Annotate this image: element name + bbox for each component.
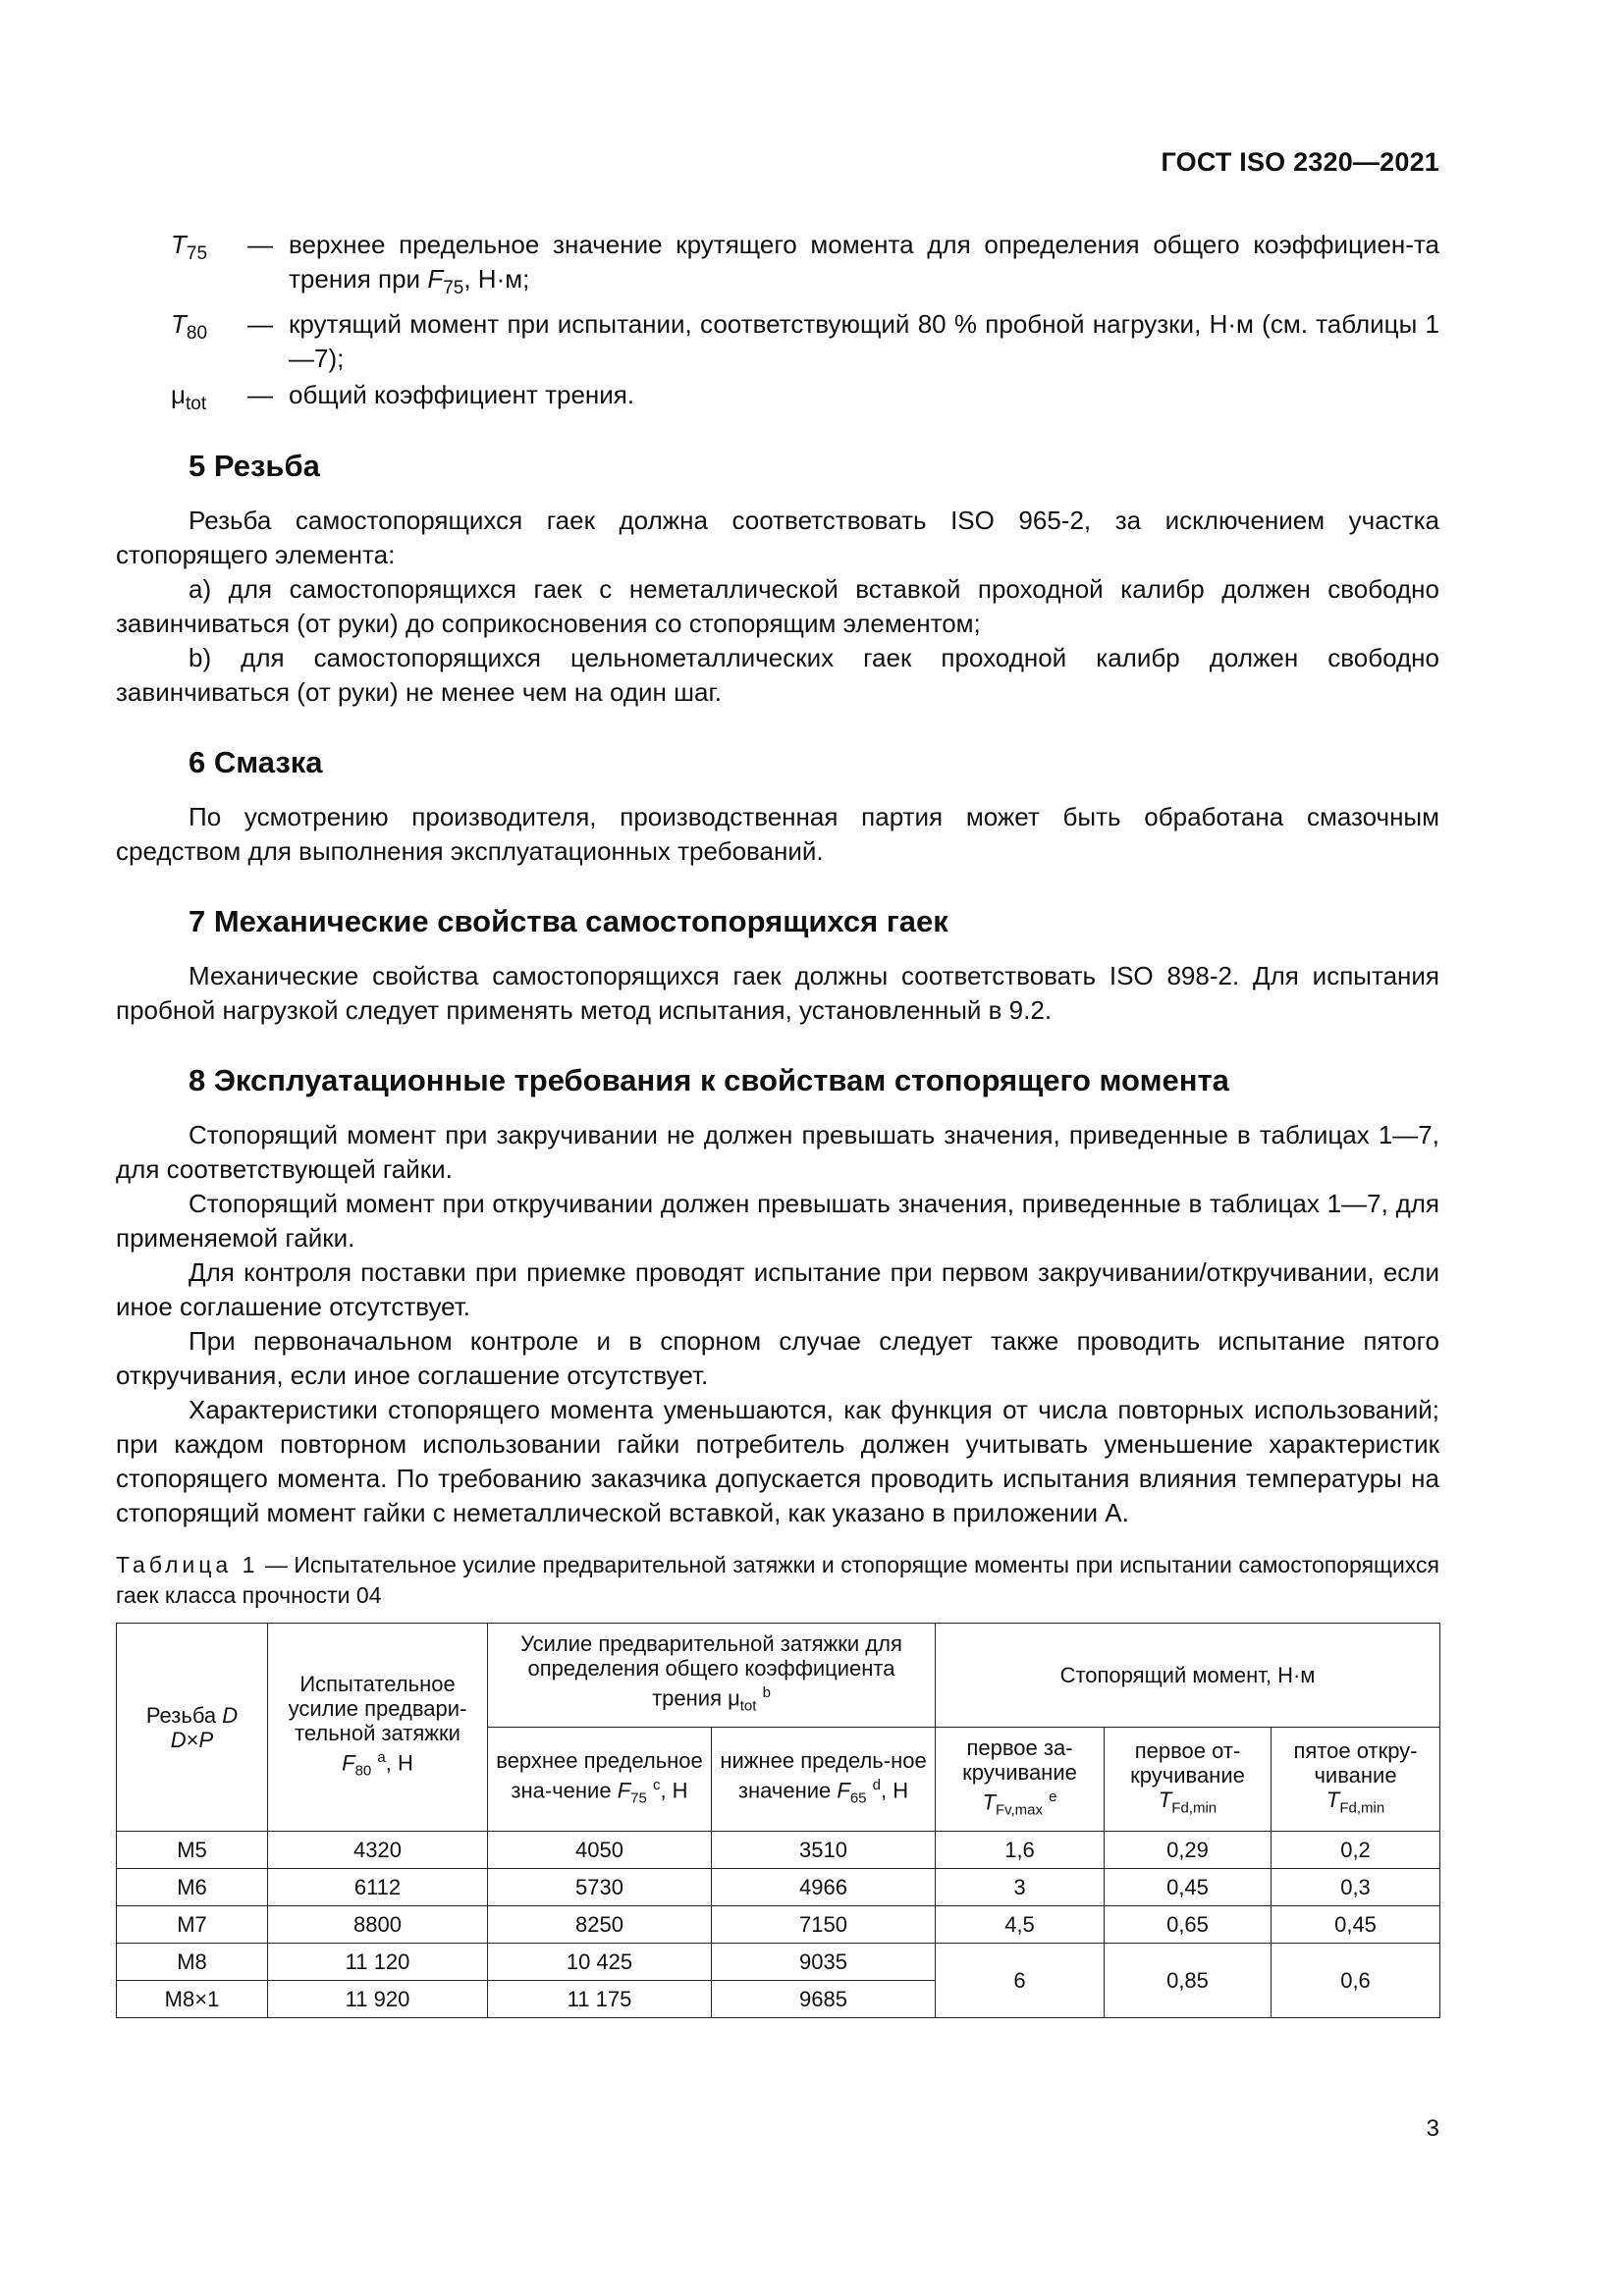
symbol-row: $T_{80}$ — крутящий момент при испытании, соответствующий 80 % пробной нагрузки, Н·м (см. таблицы 1—7); <box>171 307 1439 376</box>
table-row: M5 4320 4050 3510 1,6 0,29 0,2 <box>117 1831 1440 1868</box>
header-test-force: Испытательное усилие предвари-тельной затяжки $F_{80}$ $^a$, Н <box>268 1624 488 1831</box>
header-preload-group: Усилие предварительной затяжки для определения общего коэффициента трения $\mu_{tot}$ $^b$ <box>488 1624 936 1728</box>
header-first-off: первое от-кручивание $T_{Fd,min}$ <box>1105 1728 1272 1832</box>
table-row: M8 11 120 10 425 9035 6 0,85 0,6 <box>117 1943 1440 1980</box>
table-row: M8×1 11 920 11 175 9685 <box>117 1980 1440 2017</box>
header-lower-limit: нижнее предель-ное значение $F_{65}$ $^d$, Н <box>712 1728 936 1832</box>
paragraph: По усмотрению производителя, производственная партия может быть обработана смазочным средством для выполнения эксплуатационных требований. <box>116 802 1439 867</box>
data-table <box>116 1623 1440 2017</box>
paragraph: b) для самостопорящихся цельнометаллических гаек проходной калибр должен свободно завинчиваться (от руки) не менее чем на один шаг. <box>116 643 1439 708</box>
header-torque-group: Стопорящий момент, Н·м <box>936 1624 1440 1728</box>
paragraph: Стопорящий момент при откручивании должен превышать значения, приведенные в таблицах 1—7, для применяемой гайки. <box>116 1189 1439 1254</box>
section-title-8: 8 Эксплуатационные требования к свойствам стопорящего момента <box>189 1063 1229 1098</box>
section-title-6: 6 Смазка <box>189 745 323 780</box>
header-thread: Резьба D D×P <box>117 1624 268 1831</box>
paragraph: Резьба самостопорящихся гаек должна соответствовать ISO 965-2, за исключением участка стопорящего элемента: <box>116 506 1439 570</box>
paragraph: При первоначальном контроле и в спорном случае следует также проводить испытание пятого откручивания, если иное соглашение отсутствует. <box>116 1326 1439 1391</box>
symbol-row: $\mu_{tot}$ — общий коэффициент трения. <box>171 378 1439 421</box>
table-row: M6 6112 5730 4966 3 0,45 0,3 <box>117 1868 1440 1905</box>
symbol-name: $T_{75}$ <box>171 230 208 265</box>
header-upper-limit: верхнее предельное зна-чение $F_{75}$ $^c$, Н <box>488 1728 712 1832</box>
page-content <box>116 228 1439 2018</box>
paragraph: a) для самостопорящихся гаек с неметаллической вставкой проходной калибр должен свободно завинчиваться (от руки) до соприкосновения со стопорящим элементом; <box>116 574 1439 639</box>
section-title-5: 5 Резьба <box>189 449 320 484</box>
paragraph: Стопорящий момент при закручивании не должен превышать значения, приведенные в таблицах 1—7, для соответствующей гайки. <box>116 1120 1439 1185</box>
header-fifth-off: пятое откру-чивание $T_{Fd,min}$ <box>1272 1728 1440 1832</box>
symbol-definition: крутящий момент при испытании, соответствующий 80 % пробной нагрузки, Н·м (см. таблицы 1—7); <box>289 309 1439 374</box>
paragraph: Для контроля поставки при приемке проводят испытание при первом закручивании/откручивании, если иное соглашение отсутствует. <box>116 1257 1439 1322</box>
symbol-name: $\mu_{tot}$ <box>171 380 207 415</box>
paragraph: Механические свойства самостопорящихся гаек должны соответствовать ISO 898-2. Для испытания пробной нагрузкой следует применять метод испытания, установленный в 9.2. <box>116 961 1439 1026</box>
paragraph: Характеристики стопорящего момента уменьшаются, как функция от числа повторных использований; при каждом повторном использовании гайки потребитель должен учитывать уменьшение характеристик стопорящего момента. По требованию заказчика допускается проводить испытания влияния температуры на стопорящий момент гайки с неметаллической вставкой, как указано в приложении А. <box>116 1395 1439 1528</box>
symbol-row: $T_{75}$ — верхнее предельное значение крутящего момента для определения общего коэффициен-та трения при $F_{75}$, Н·м; <box>171 228 1439 305</box>
symbol-definition: общий коэффициент трения. <box>289 380 635 410</box>
table-row: M7 8800 8250 7150 4,5 0,65 0,45 <box>117 1905 1440 1943</box>
symbol-list <box>171 228 1439 421</box>
document-code: ГОСТ ISO 2320—2021 <box>1161 147 1439 177</box>
section-title-7: 7 Механические свойства самостопорящихся гаек <box>189 904 948 939</box>
table-caption: Таблица 1 — Испытательное усилие предварительной затяжки и стопорящие моменты при испытании самостопорящихся гаек класса прочности 04 <box>116 1552 1439 1609</box>
symbol-name: $T_{80}$ <box>171 309 208 345</box>
header-first-on: первое за-кручивание $T_{Fv,max}$ $^e$ <box>936 1728 1105 1832</box>
symbol-definition: верхнее предельное значение крутящего момента для определения общего коэффициен-та трения при $F_{75}$, Н·м; <box>289 230 1439 299</box>
page-number: 3 <box>1426 2115 1439 2142</box>
